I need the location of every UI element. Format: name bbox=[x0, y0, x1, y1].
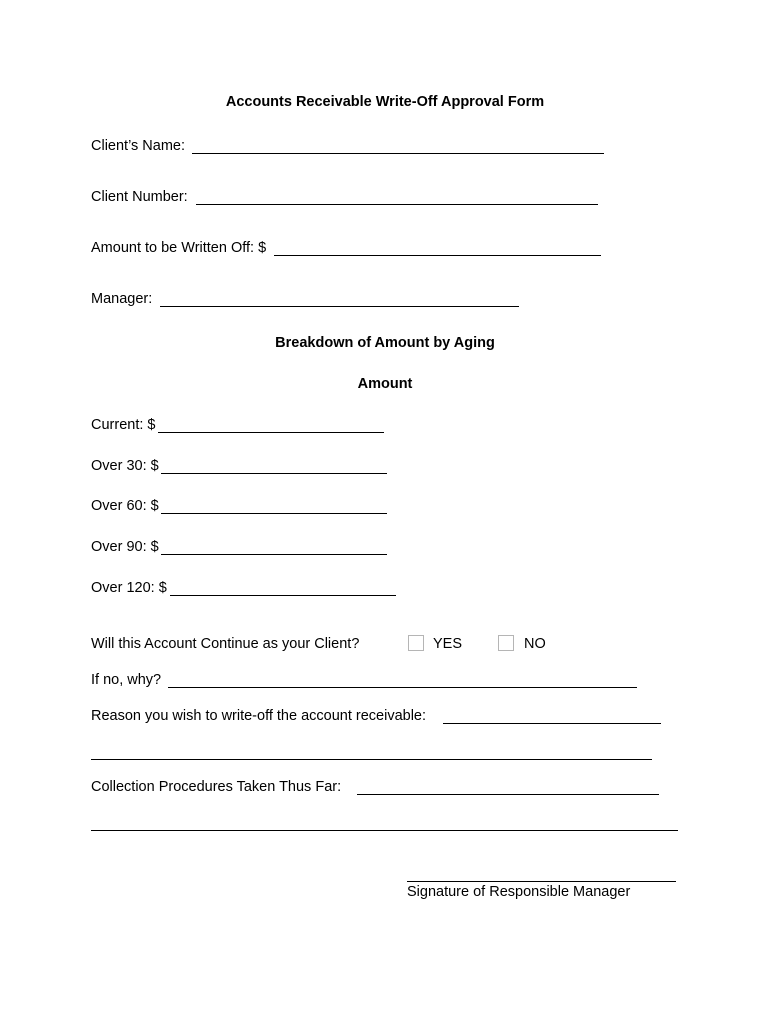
collection-procedures-label: Collection Procedures Taken Thus Far: bbox=[91, 779, 342, 795]
signature-line[interactable] bbox=[407, 881, 676, 882]
if-no-why-label: If no, why? bbox=[91, 672, 162, 688]
client-number-label: Client Number: bbox=[91, 189, 188, 205]
current-label: Current: $ bbox=[91, 417, 156, 433]
form-title: Accounts Receivable Write-Off Approval Form bbox=[225, 94, 545, 110]
collection-procedures-field[interactable] bbox=[357, 794, 659, 795]
signature-label: Signature of Responsible Manager bbox=[407, 884, 631, 900]
reason-label: Reason you wish to write-off the account receivable: bbox=[91, 708, 427, 724]
over-60-label: Over 60: $ bbox=[91, 498, 159, 514]
client-number-field[interactable] bbox=[196, 204, 598, 205]
over-120-label: Over 120: $ bbox=[91, 580, 167, 596]
amount-written-off-field[interactable] bbox=[274, 255, 601, 256]
over-30-label: Over 30: $ bbox=[91, 458, 159, 474]
if-no-why-field[interactable] bbox=[168, 687, 637, 688]
yes-checkbox[interactable] bbox=[408, 635, 424, 651]
over-90-label: Over 90: $ bbox=[91, 539, 159, 555]
over-60-amount-field[interactable] bbox=[161, 513, 387, 514]
no-checkbox[interactable] bbox=[498, 635, 514, 651]
current-amount-field[interactable] bbox=[158, 432, 384, 433]
continue-question: Will this Account Continue as your Client? bbox=[91, 636, 360, 652]
client-name-label: Client’s Name: bbox=[91, 138, 186, 154]
no-label: NO bbox=[524, 636, 546, 652]
over-90-amount-field[interactable] bbox=[161, 554, 387, 555]
reason-field[interactable] bbox=[443, 723, 661, 724]
reason-field-continued[interactable] bbox=[91, 759, 652, 760]
collection-procedures-field-continued[interactable] bbox=[91, 830, 678, 831]
amount-column-heading: Amount bbox=[357, 376, 413, 392]
amount-written-off-label: Amount to be Written Off: $ bbox=[91, 240, 267, 256]
manager-field[interactable] bbox=[160, 306, 519, 307]
aging-heading: Breakdown of Amount by Aging bbox=[275, 335, 495, 351]
over-120-amount-field[interactable] bbox=[170, 595, 396, 596]
manager-label: Manager: bbox=[91, 291, 153, 307]
yes-label: YES bbox=[433, 636, 463, 652]
client-name-field[interactable] bbox=[192, 153, 604, 154]
over-30-amount-field[interactable] bbox=[161, 473, 387, 474]
